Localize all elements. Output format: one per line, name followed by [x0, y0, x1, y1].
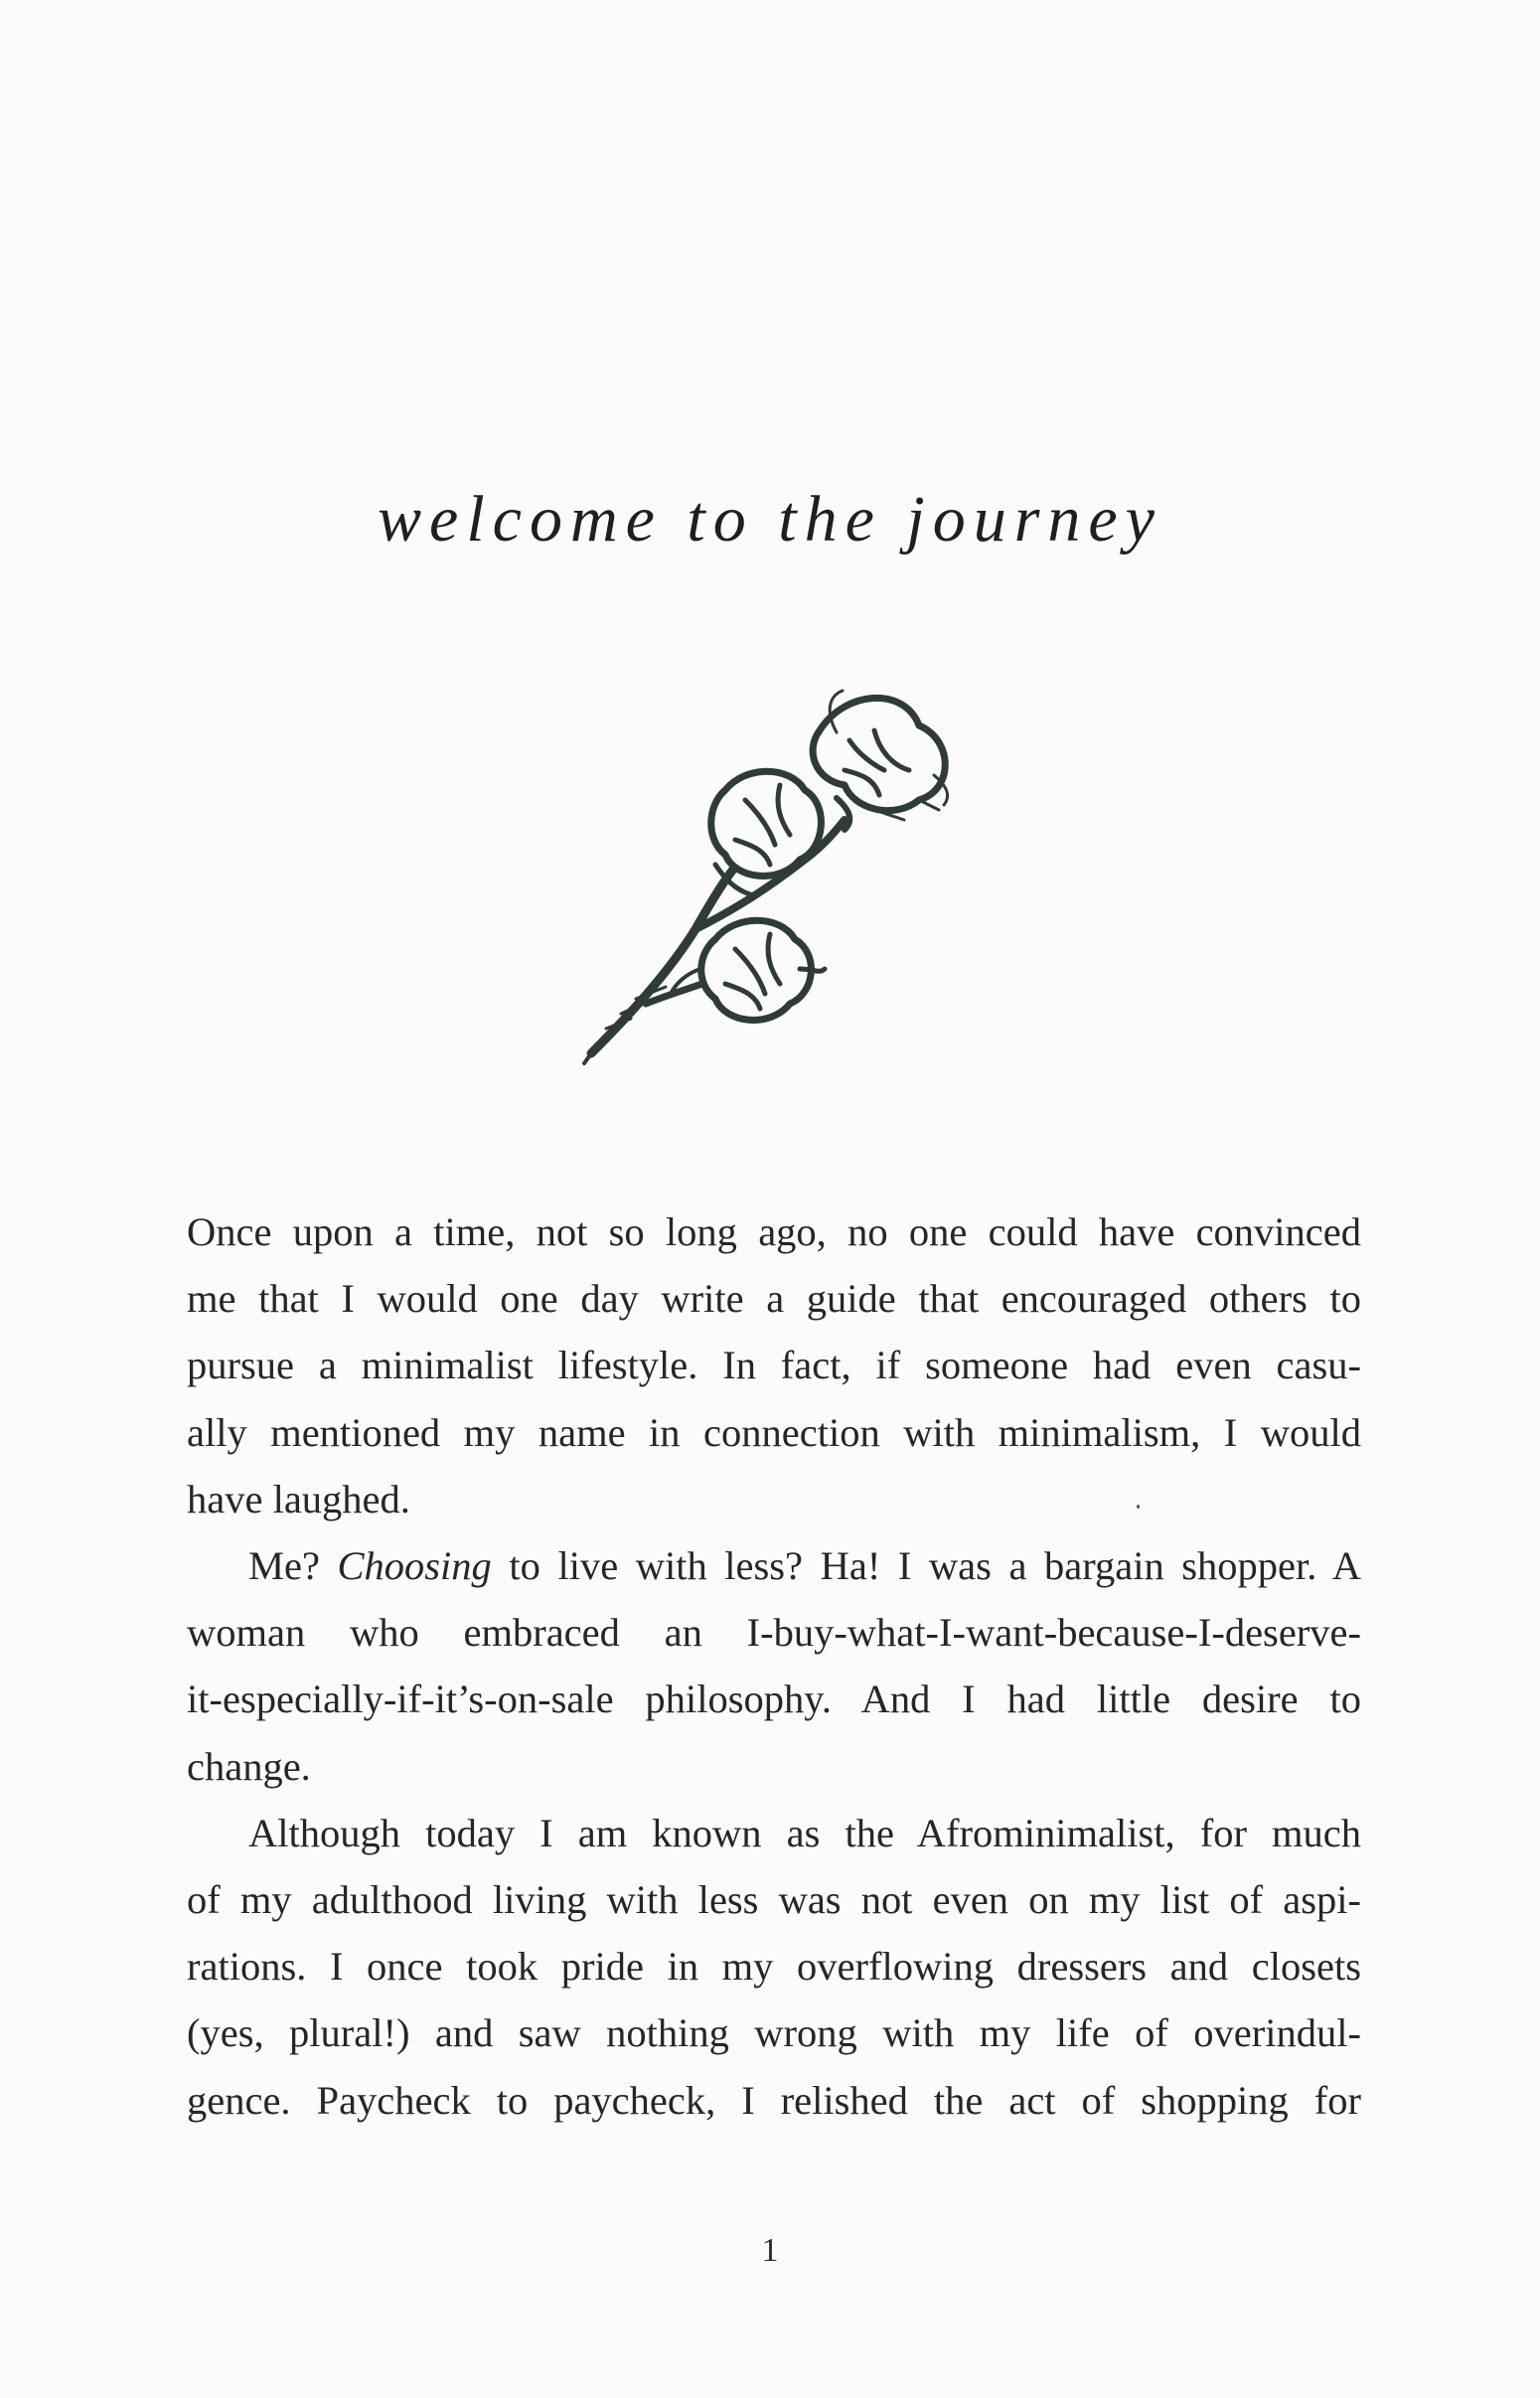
text-line: Although today I am known as the Afrominimalist, for much	[248, 1810, 1361, 1855]
paragraph-2	[187, 1532, 1361, 1800]
text-line	[187, 1532, 1361, 1599]
line-rest: to live with less? Ha! I was a bargain shopper. A	[491, 1543, 1361, 1589]
paragraph-1	[187, 1199, 1361, 1532]
text-line: ally mentioned my name in connection with minimalism, I would	[187, 1409, 1361, 1455]
text-line: change.	[187, 1743, 311, 1789]
text-line: of my adulthood living with less was not even on my list of aspi-	[187, 1877, 1361, 1923]
page-number: 1	[761, 2232, 779, 2269]
cotton-branch-icon	[576, 671, 974, 1068]
text-line: it-especially-if-it’s-on-sale philosophy. And I had little desire to	[187, 1677, 1361, 1722]
text-line: have laughed.	[187, 1476, 410, 1521]
text-line: Once upon a time, not so long ago, no one could have convinced	[187, 1209, 1361, 1254]
text-line: (yes, plural!) and saw nothing wrong with my life of overindul-	[187, 2010, 1361, 2056]
lead-text: Me?	[248, 1543, 338, 1589]
text-line: woman who embraced an I-buy-what-I-want-because-I-deserve-	[187, 1610, 1361, 1656]
emphasis-text: Choosing	[337, 1543, 492, 1589]
paragraph-3	[187, 1800, 1361, 2134]
scan-speck	[1137, 1505, 1140, 1509]
text-line: rations. I once took pride in my overflowing dressers and closets	[187, 1944, 1361, 1990]
text-line: pursue a minimalist lifestyle. In fact, if someone had even casu-	[187, 1343, 1361, 1388]
text-line: me that I would one day write a guide that encouraged others to	[187, 1276, 1361, 1322]
body-text	[187, 1199, 1361, 2134]
text-line: gence. Paycheck to paycheck, I relished the act of shopping for	[187, 2077, 1361, 2123]
chapter-title: welcome to the journey	[378, 483, 1162, 556]
